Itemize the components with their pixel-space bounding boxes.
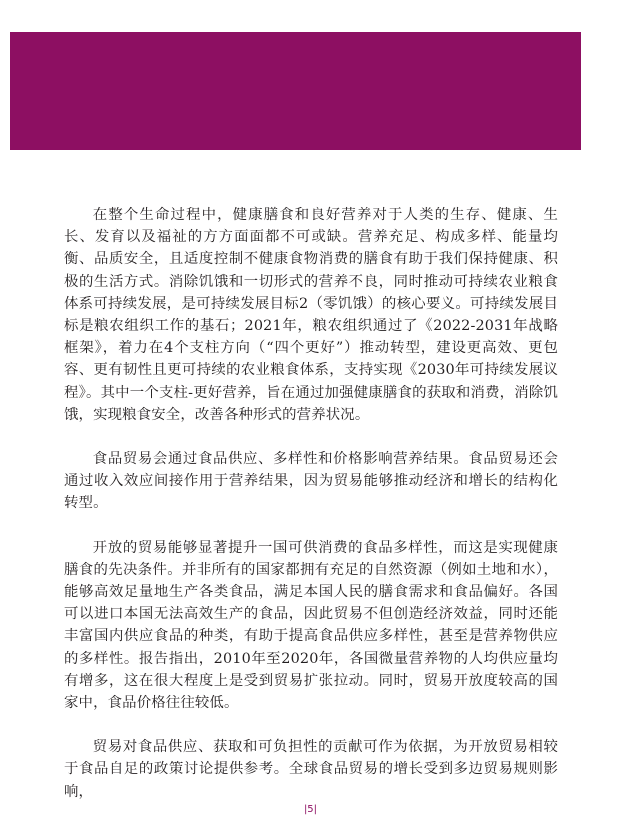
paragraph-2: 食品贸易会通过食品供应、多样性和价格影响营养结果。食品贸易还会通过收入效应间接作用于营养结果，因为贸易能够推动经济和增长的结构化转型。 [64,451,558,512]
body-text [64,204,558,803]
header-banner [10,32,581,150]
paragraph-4: 贸易对食品供应、获取和可负担性的贡献可作为依据，为开放贸易相较于食品自足的政策讨论提供参考。全球食品贸易的增长受到多边贸易规则影响， [64,739,558,800]
paragraph-3: 开放的贸易能够显著提升一国可供消费的食品多样性，而这是实现健康膳食的先决条件。并非所有的国家都拥有充足的自然资源（例如土地和水），能够高效足量地生产各类食品，满足本国人民的膳食需求和食品偏好。各国可以进口本国无法高效生产的食品，因此贸易不但创造经济效益，同时还能丰富国内供应食品的种类，有助于提高食品供应多样性，甚至是营养物供应的多样性。报告指出，2010年至2020年，各国微量营养物的人均供应量均有增多，这在很大程度上是受到贸易扩张拉动。同时，贸易开放度较高的国家中，食品价格往往较低。 [64,539,558,712]
page-number: |5| [303,804,318,815]
paragraph-1: 在整个生命过程中，健康膳食和良好营养对于人类的生存、健康、生长、发育以及福祉的方方面面都不可或缺。营养充足、构成多样、能量均衡、品质安全，且适度控制不健康食物消费的膳食有助于我们保持健康、积极的生活方式。消除饥饿和一切形式的营养不良，同时推动可持续农业粮食体系可持续发展，是可持续发展目标2（零饥饿）的核心要义。可持续发展目标是粮农组织工作的基石；2021年，粮农组织通过了《2022-2031年战略框架》，着力在4个支柱方向（“四个更好”）推动转型，建设更高效、更包容、更有韧性且更可持续的农业粮食体系，支持实现《2030年可持续发展议程》。其中一个支柱-更好营养，旨在通过加强健康膳食的获取和消费，消除饥饿，实现粮食安全，改善各种形式的营养状况。 [64,207,558,423]
